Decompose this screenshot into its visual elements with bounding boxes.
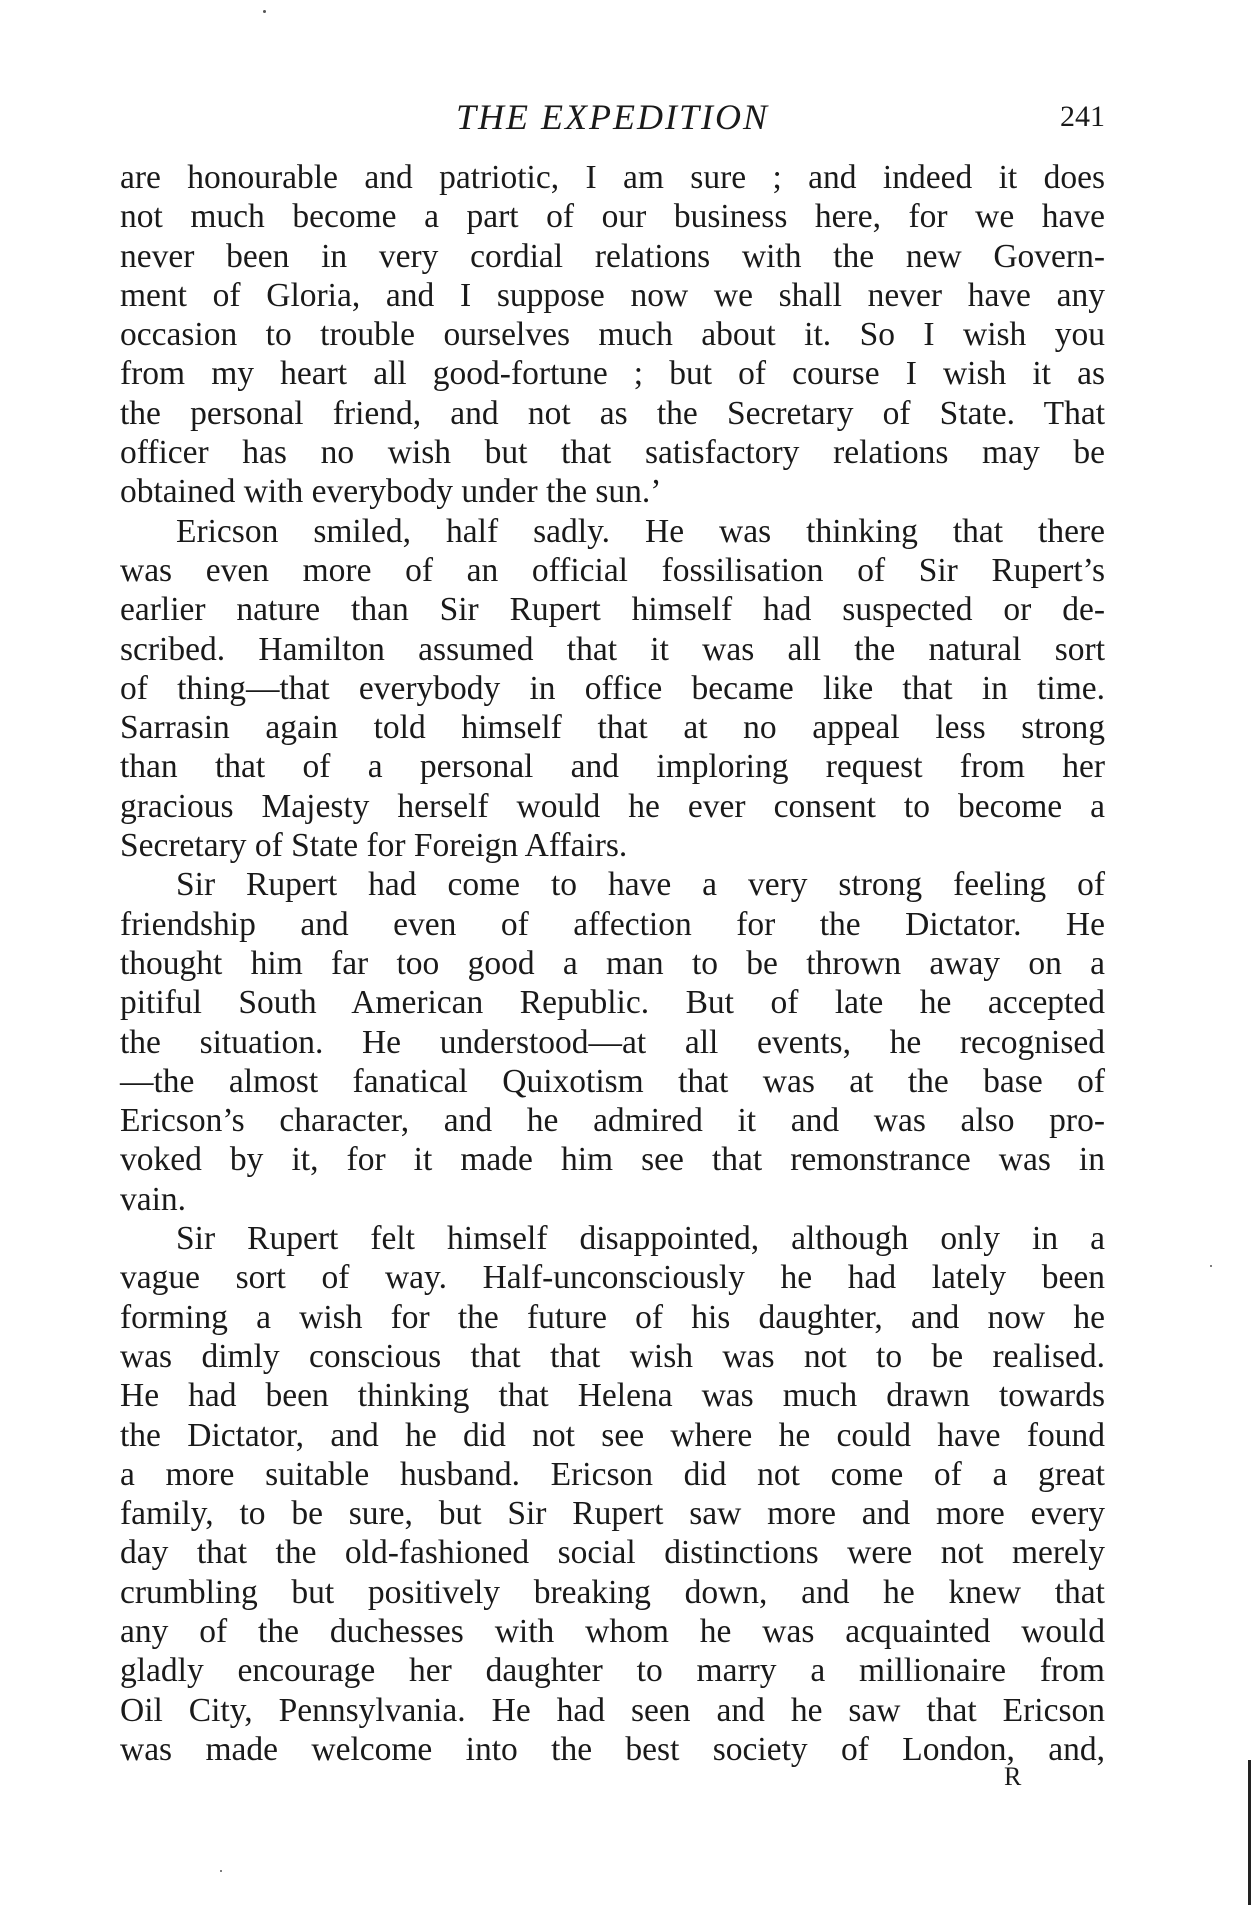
text-line: the Dictator, and he did not see where he could have found — [120, 1416, 1105, 1454]
text-line: vain. — [120, 1180, 187, 1218]
paper-speck — [220, 1870, 222, 1872]
text-line: —the almost fanatical Quixotism that was at the base of — [120, 1062, 1105, 1100]
text-line: officer has no wish but that satisfactory relations may be — [120, 434, 1105, 472]
text-line: Sir Rupert had come to have a very strong feeling of — [176, 866, 1105, 904]
text-line: any of the duchesses with whom he was acquainted would — [120, 1612, 1105, 1650]
text-line: family, to be sure, but Sir Rupert saw more and more every — [120, 1495, 1105, 1533]
paper-speck — [1210, 1265, 1212, 1267]
text-line: vague sort of way. Half-unconsciously he had lately been — [120, 1259, 1105, 1297]
text-line: occasion to trouble ourselves much about it. So I wish you — [120, 316, 1105, 354]
text-line: obtained with everybody under the sun.’ — [120, 473, 662, 511]
paper-speck — [263, 10, 266, 13]
text-line: forming a wish for the future of his daughter, and now he — [120, 1298, 1105, 1336]
text-line: scribed. Hamilton assumed that it was all the natural sort — [120, 630, 1105, 668]
text-line: He had been thinking that Helena was much drawn towards — [120, 1377, 1105, 1415]
signature-mark: R — [1004, 1762, 1022, 1791]
text-line: earlier nature than Sir Rupert himself had suspected or de- — [120, 591, 1105, 629]
running-head — [120, 92, 1105, 142]
text-line: crumbling but positively breaking down, and he knew that — [120, 1573, 1105, 1611]
text-line: ment of Gloria, and I suppose now we shall never have any — [120, 276, 1105, 314]
text-line: Ericson’s character, and he admired it and was also pro- — [120, 1102, 1105, 1140]
text-line: Oil City, Pennsylvania. He had seen and he saw that Ericson — [120, 1691, 1105, 1729]
text-line: never been in very cordial relations with the new Govern- — [120, 237, 1105, 275]
text-line: of thing—that everybody in office became like that in time. — [120, 669, 1105, 707]
running-title: THE EXPEDITION — [456, 97, 769, 137]
text-line: friendship and even of affection for the Dictator. He — [120, 905, 1105, 943]
body-text — [120, 158, 1105, 1769]
text-line: the situation. He understood—at all events, he recognised — [120, 1023, 1105, 1061]
text-line: day that the old-fashioned social distinctions were not merely — [120, 1534, 1105, 1572]
text-line: was even more of an official fossilisation of Sir Rupert’s — [120, 551, 1105, 589]
text-line: Sarrasin again told himself that at no appeal less strong — [120, 709, 1105, 747]
text-line: than that of a personal and imploring request from her — [120, 748, 1105, 786]
text-line: the personal friend, and not as the Secretary of State. That — [120, 394, 1105, 432]
text-line: not much become a part of our business here, for we have — [120, 198, 1105, 236]
text-line: thought him far too good a man to be thrown away on a — [120, 944, 1105, 982]
text-line: gracious Majesty herself would he ever consent to become a — [120, 787, 1105, 825]
text-line: Sir Rupert felt himself disappointed, although only in a — [176, 1220, 1105, 1258]
text-line: pitiful South American Republic. But of late he accepted — [120, 984, 1105, 1022]
text-line: gladly encourage her daughter to marry a millionaire from — [120, 1652, 1105, 1690]
text-line: are honourable and patriotic, I am sure ; and indeed it does — [120, 159, 1105, 196]
text-line: from my heart all good-fortune ; but of course I wish it as — [120, 355, 1105, 393]
text-line: Secretary of State for Foreign Affairs. — [120, 827, 628, 865]
text-line: was dimly conscious that that wish was not to be realised. — [120, 1337, 1105, 1375]
page-number: 241 — [1060, 100, 1105, 133]
text-line: a more suitable husband. Ericson did not come of a great — [120, 1455, 1105, 1493]
text-line: Ericson smiled, half sadly. He was thinking that there — [176, 512, 1105, 550]
text-line: was made welcome into the best society of London, and, — [120, 1730, 1105, 1768]
text-line: voked by it, for it made him see that remonstrance was in — [120, 1141, 1105, 1179]
